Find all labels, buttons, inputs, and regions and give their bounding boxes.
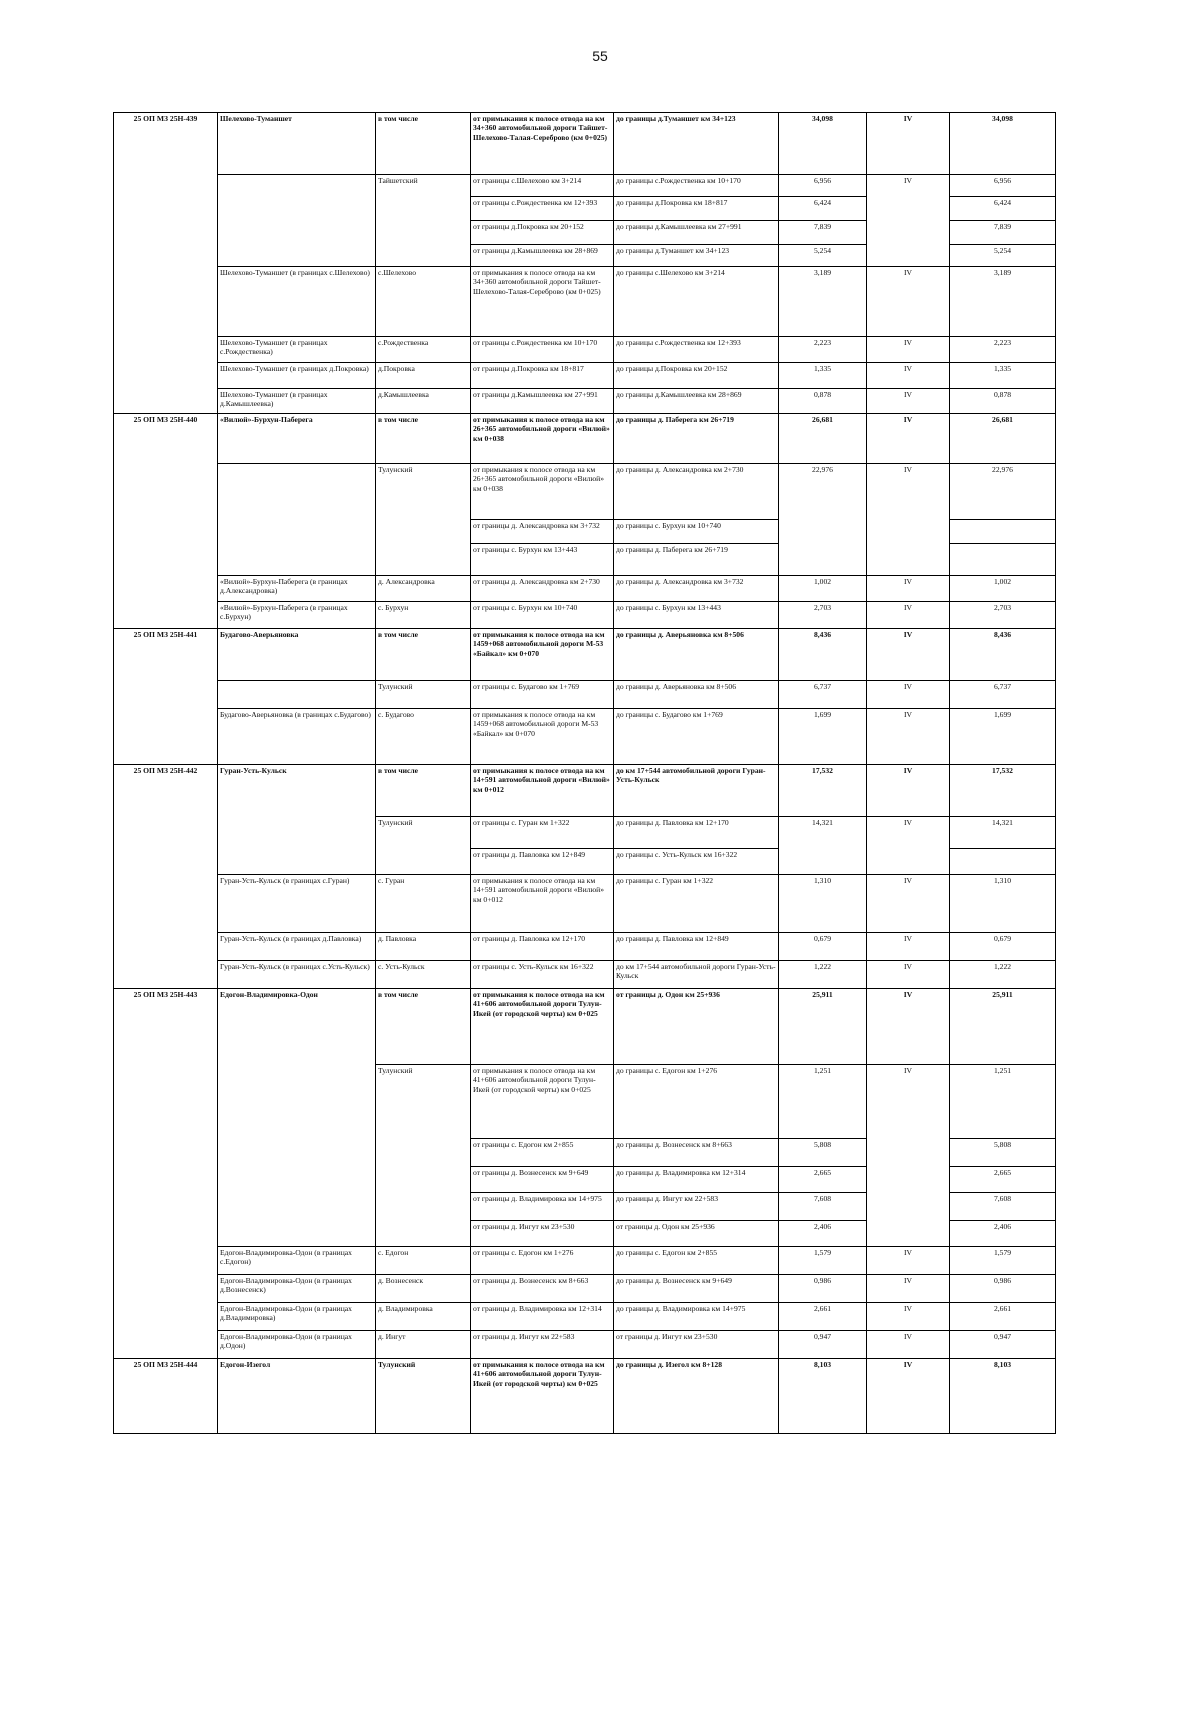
cell-len2: 0,947 — [950, 1331, 1056, 1359]
cell-len1: 6,737 — [779, 681, 867, 709]
cell-from: от примыкания к полосе отвода на км 34+360 автомобильной дороги Тайшет-Шелехово-Талая-Сереброво (км 0+025) — [471, 113, 614, 175]
table-row — [114, 629, 1056, 681]
cell-name: Шелехово-Туманшет — [218, 113, 376, 175]
cell-len1: 0,878 — [779, 389, 867, 414]
cell-code: 25 ОП МЗ 25Н-444 — [114, 1359, 218, 1434]
table-row — [114, 709, 1056, 765]
cell-type: в том числе — [376, 414, 471, 464]
cell-type: Тайшетский — [376, 175, 471, 267]
cell-name: Гуран-Усть-Кульск (в границах с.Усть-Кульск) — [218, 961, 376, 989]
cell-len1: 2,223 — [779, 337, 867, 363]
table-row — [114, 414, 1056, 464]
cell-name: Едогон-Владимировка-Одон (в границах д.Вознесенск) — [218, 1275, 376, 1303]
table-row — [114, 1359, 1056, 1434]
cell-from: от границы с. Едогон км 1+276 — [471, 1247, 614, 1275]
cell-len1: 0,986 — [779, 1275, 867, 1303]
table-row — [114, 875, 1056, 933]
cell-type: д. Ингут — [376, 1331, 471, 1359]
cell-cat: IV — [867, 817, 950, 875]
cell-type: д. Александровка — [376, 576, 471, 602]
cell-to: до границы с.Шелехово км 3+214 — [614, 267, 779, 337]
cell-from: от границы д. Владимировка км 14+975 — [471, 1193, 614, 1221]
cell-cat: IV — [867, 681, 950, 709]
cell-len1: 1,335 — [779, 363, 867, 389]
cell-from: от примыкания к полосе отвода на км 26+365 автомобильной дороги «Вилюй» км 0+038 — [471, 414, 614, 464]
cell-cat: IV — [867, 267, 950, 337]
cell-to: до границы д.Туманшет км 34+123 — [614, 113, 779, 175]
cell-to: до границы д. Александровка км 2+730 — [614, 464, 779, 520]
cell-cat: IV — [867, 709, 950, 765]
cell-to: до границы д. Паберега км 26+719 — [614, 414, 779, 464]
cell-from: от границы с. Гуран км 1+322 — [471, 817, 614, 849]
cell-len1: 8,436 — [779, 629, 867, 681]
cell-len2: 25,911 — [950, 989, 1056, 1065]
cell-to: от границы д. Одон км 25+936 — [614, 1221, 779, 1247]
cell-to: до км 17+544 автомобильной дороги Гуран-Усть-Кульск — [614, 765, 779, 817]
cell-name — [218, 464, 376, 576]
cell-name — [218, 681, 376, 709]
cell-to: до границы д. Владимировка км 14+975 — [614, 1303, 779, 1331]
table-row — [114, 175, 1056, 197]
cell-len2: 5,808 — [950, 1139, 1056, 1167]
cell-code: 25 ОП МЗ 25Н-439 — [114, 113, 218, 414]
cell-to: до границы д.Туманшет км 34+123 — [614, 245, 779, 267]
cell-type: в том числе — [376, 113, 471, 175]
cell-name: Гуран-Усть-Кульск (в границах д.Павловка) — [218, 933, 376, 961]
cell-len1: 8,103 — [779, 1359, 867, 1434]
cell-name: Гуран-Усть-Кульск — [218, 765, 376, 875]
cell-len1: 6,956 — [779, 175, 867, 197]
cell-from: от границы с.Рождественка км 12+393 — [471, 197, 614, 221]
table-row — [114, 464, 1056, 520]
cell-type: с.Шелехово — [376, 267, 471, 337]
cell-cat: IV — [867, 1065, 950, 1247]
cell-from: от границы д. Павловка км 12+170 — [471, 933, 614, 961]
cell-len2: 8,436 — [950, 629, 1056, 681]
cell-name: Едогон-Владимировка-Одон (в границах д.Владимировка) — [218, 1303, 376, 1331]
cell-to: до границы д. Вознесенск км 9+649 — [614, 1275, 779, 1303]
cell-to: до км 17+544 автомобильной дороги Гуран-Усть-Кульск — [614, 961, 779, 989]
cell-len1: 26,681 — [779, 414, 867, 464]
cell-from: от границы д.Камышлеевка км 27+991 — [471, 389, 614, 414]
cell-cat: IV — [867, 933, 950, 961]
cell-name: «Вилюй»-Бурхун-Паберега (в границах д.Александровка) — [218, 576, 376, 602]
cell-to: до границы д. Владимировка км 12+314 — [614, 1167, 779, 1193]
cell-len1: 22,976 — [779, 464, 867, 576]
cell-from: от границы д. Вознесенск км 8+663 — [471, 1275, 614, 1303]
table-row — [114, 576, 1056, 602]
cell-len2: 1,699 — [950, 709, 1056, 765]
cell-len1: 1,222 — [779, 961, 867, 989]
table-row — [114, 337, 1056, 363]
cell-len2: 6,424 — [950, 197, 1056, 221]
cell-to: до границы д. Изегол км 8+128 — [614, 1359, 779, 1434]
cell-from: от примыкания к полосе отвода на км 41+606 автомобильной дороги Тулун-Икей (от городской черты) км 0+025 — [471, 989, 614, 1065]
cell-cat: IV — [867, 961, 950, 989]
cell-from: от примыкания к полосе отвода на км 41+606 автомобильной дороги Тулун-Икей (от городской черты) км 0+025 — [471, 1359, 614, 1434]
cell-type: с. Едогон — [376, 1247, 471, 1275]
cell-type: д.Камышлеевка — [376, 389, 471, 414]
table-row — [114, 267, 1056, 337]
cell-from: от границы д.Покровка км 18+817 — [471, 363, 614, 389]
cell-len2: 0,986 — [950, 1275, 1056, 1303]
cell-to: до границы д. Павловка км 12+170 — [614, 817, 779, 849]
cell-len1: 1,699 — [779, 709, 867, 765]
table-row — [114, 989, 1056, 1065]
cell-cat: IV — [867, 989, 950, 1065]
cell-len1: 5,254 — [779, 245, 867, 267]
cell-len1: 6,424 — [779, 197, 867, 221]
cell-to: до границы д.Покровка км 18+817 — [614, 197, 779, 221]
cell-len2: 2,406 — [950, 1221, 1056, 1247]
cell-to: до границы с. Едогон км 1+276 — [614, 1065, 779, 1139]
cell-from: от примыкания к полосе отвода на км 1459+068 автомобильной дороги М-53 «Байкал» км 0+070 — [471, 709, 614, 765]
cell-len1: 5,808 — [779, 1139, 867, 1167]
cell-name: Будагово-Аверьяновка — [218, 629, 376, 681]
cell-from: от примыкания к полосе отвода на км 1459+068 автомобильной дороги М-53 «Байкал» км 0+070 — [471, 629, 614, 681]
cell-name — [218, 175, 376, 267]
cell-type: с.Рождественка — [376, 337, 471, 363]
cell-len2: 14,321 — [950, 817, 1056, 849]
cell-len2: 1,579 — [950, 1247, 1056, 1275]
cell-len1: 0,947 — [779, 1331, 867, 1359]
cell-len1: 7,608 — [779, 1193, 867, 1221]
cell-to: до границы д. Вознесенск км 8+663 — [614, 1139, 779, 1167]
cell-to: до границы с. Бурхун км 10+740 — [614, 520, 779, 544]
table-row — [114, 961, 1056, 989]
cell-to: до границы с.Рождественка км 10+170 — [614, 175, 779, 197]
cell-from: от границы с.Рождественка км 10+170 — [471, 337, 614, 363]
cell-type: Тулунский — [376, 1359, 471, 1434]
cell-to: до границы с. Будагово км 1+769 — [614, 709, 779, 765]
cell-cat: IV — [867, 464, 950, 576]
cell-len1: 1,310 — [779, 875, 867, 933]
cell-len2: 2,223 — [950, 337, 1056, 363]
cell-cat: IV — [867, 765, 950, 817]
cell-len2: 1,002 — [950, 576, 1056, 602]
cell-name: Гуран-Усть-Кульск (в границах с.Гуран) — [218, 875, 376, 933]
cell-from: от границы с. Бурхун км 10+740 — [471, 602, 614, 629]
cell-cat: IV — [867, 629, 950, 681]
cell-type: с. Бурхун — [376, 602, 471, 629]
cell-from: от границы с. Будагово км 1+769 — [471, 681, 614, 709]
cell-name: Будагово-Аверьяновка (в границах с.Будагово) — [218, 709, 376, 765]
roads-table — [113, 112, 1056, 1434]
cell-len2: 22,976 — [950, 464, 1056, 520]
cell-len2 — [950, 520, 1056, 544]
table-row — [114, 765, 1056, 817]
cell-from: от границы д.Камышлеевка км 28+869 — [471, 245, 614, 267]
cell-len1: 7,839 — [779, 221, 867, 245]
table-row — [114, 113, 1056, 175]
cell-len2 — [950, 849, 1056, 875]
table-row — [114, 363, 1056, 389]
cell-to: от границы д. Одон км 25+936 — [614, 989, 779, 1065]
cell-name: Едогон-Владимировка-Одон — [218, 989, 376, 1247]
cell-from: от границы д. Ингут км 22+583 — [471, 1331, 614, 1359]
cell-to: до границы д. Паберега км 26+719 — [614, 544, 779, 576]
cell-from: от границы д. Ингут км 23+530 — [471, 1221, 614, 1247]
cell-len2: 8,103 — [950, 1359, 1056, 1434]
cell-len2: 1,222 — [950, 961, 1056, 989]
cell-len2: 7,839 — [950, 221, 1056, 245]
cell-len1: 25,911 — [779, 989, 867, 1065]
cell-from: от границы д. Вознесенск км 9+649 — [471, 1167, 614, 1193]
cell-len2: 26,681 — [950, 414, 1056, 464]
cell-from: от границы д. Павловка км 12+849 — [471, 849, 614, 875]
table-row — [114, 1247, 1056, 1275]
cell-cat: IV — [867, 175, 950, 267]
cell-from: от границы с. Едогон км 2+855 — [471, 1139, 614, 1167]
cell-len1: 2,661 — [779, 1303, 867, 1331]
cell-name: Едогон-Изегол — [218, 1359, 376, 1434]
cell-to: до границы с. Усть-Кульск км 16+322 — [614, 849, 779, 875]
cell-from: от примыкания к полосе отвода на км 41+606 автомобильной дороги Тулун-Икей (от городской черты) км 0+025 — [471, 1065, 614, 1139]
cell-cat: IV — [867, 113, 950, 175]
cell-cat: IV — [867, 414, 950, 464]
cell-len2: 1,335 — [950, 363, 1056, 389]
table-row — [114, 681, 1056, 709]
cell-type: Тулунский — [376, 464, 471, 576]
cell-len1: 2,703 — [779, 602, 867, 629]
cell-name: Шелехово-Туманшет (в границах с.Шелехово) — [218, 267, 376, 337]
cell-cat: IV — [867, 1303, 950, 1331]
cell-len1: 1,579 — [779, 1247, 867, 1275]
cell-to: от границы д. Ингут км 23+530 — [614, 1331, 779, 1359]
cell-name: «Вилюй»-Бурхун-Паберега — [218, 414, 376, 464]
cell-len2: 2,661 — [950, 1303, 1056, 1331]
cell-len1: 34,098 — [779, 113, 867, 175]
cell-type: д. Владимировка — [376, 1303, 471, 1331]
table-row — [114, 1331, 1056, 1359]
cell-type: в том числе — [376, 989, 471, 1065]
cell-len1: 14,321 — [779, 817, 867, 875]
cell-len2: 6,737 — [950, 681, 1056, 709]
cell-from: от примыкания к полосе отвода на км 34+360 автомобильной дороги Тайшет-Шелехово-Талая-Сереброво (км 0+025) — [471, 267, 614, 337]
roads-table-body — [114, 113, 1056, 1434]
cell-type: в том числе — [376, 629, 471, 681]
table-row — [114, 933, 1056, 961]
cell-from: от границы д. Александровка км 3+732 — [471, 520, 614, 544]
cell-len2: 2,703 — [950, 602, 1056, 629]
table-row — [114, 389, 1056, 414]
cell-type: с. Усть-Кульск — [376, 961, 471, 989]
cell-cat: IV — [867, 363, 950, 389]
cell-len2: 1,310 — [950, 875, 1056, 933]
cell-to: до границы с. Бурхун км 13+443 — [614, 602, 779, 629]
cell-code: 25 ОП МЗ 25Н-443 — [114, 989, 218, 1359]
cell-type: д. Павловка — [376, 933, 471, 961]
cell-type: с. Гуран — [376, 875, 471, 933]
cell-from: от границы с. Усть-Кульск км 16+322 — [471, 961, 614, 989]
cell-name: Едогон-Владимировка-Одон (в границах с.Едогон) — [218, 1247, 376, 1275]
cell-name: Едогон-Владимировка-Одон (в границах д.Одон) — [218, 1331, 376, 1359]
cell-from: от примыкания к полосе отвода на км 14+591 автомобильной дороги «Вилюй» км 0+012 — [471, 875, 614, 933]
cell-to: до границы д. Аверьяновка км 8+506 — [614, 629, 779, 681]
cell-cat: IV — [867, 1359, 950, 1434]
cell-len2: 3,189 — [950, 267, 1056, 337]
cell-len1: 17,532 — [779, 765, 867, 817]
cell-to: до границы д. Павловка км 12+849 — [614, 933, 779, 961]
cell-to: до границы д.Камышлеевка км 27+991 — [614, 221, 779, 245]
cell-len2: 0,679 — [950, 933, 1056, 961]
cell-len2: 5,254 — [950, 245, 1056, 267]
page-number: 55 — [592, 48, 608, 64]
table-row — [114, 1275, 1056, 1303]
cell-len1: 1,251 — [779, 1065, 867, 1139]
cell-len1: 2,665 — [779, 1167, 867, 1193]
cell-len2: 7,608 — [950, 1193, 1056, 1221]
cell-to: до границы д.Камышлеевка км 28+869 — [614, 389, 779, 414]
cell-from: от границы д. Александровка км 2+730 — [471, 576, 614, 602]
cell-name: Шелехово-Туманшет (в границах д.Покровка) — [218, 363, 376, 389]
cell-to: до границы д.Покровка км 20+152 — [614, 363, 779, 389]
cell-to: до границы д. Аверьяновка км 8+506 — [614, 681, 779, 709]
cell-type: с. Будагово — [376, 709, 471, 765]
cell-type: Тулунский — [376, 817, 471, 875]
cell-to: до границы с. Едогон км 2+855 — [614, 1247, 779, 1275]
cell-to: до границы с.Рождественка км 12+393 — [614, 337, 779, 363]
cell-name: «Вилюй»-Бурхун-Паберега (в границах с.Бурхун) — [218, 602, 376, 629]
cell-type: в том числе — [376, 765, 471, 817]
cell-code: 25 ОП МЗ 25Н-440 — [114, 414, 218, 629]
cell-from: от примыкания к полосе отвода на км 14+591 автомобильной дороги «Вилюй» км 0+012 — [471, 765, 614, 817]
cell-from: от границы с.Шелехово км 3+214 — [471, 175, 614, 197]
cell-len2 — [950, 544, 1056, 576]
cell-from: от примыкания к полосе отвода на км 26+365 автомобильной дороги «Вилюй» км 0+038 — [471, 464, 614, 520]
cell-from: от границы д. Владимировка км 12+314 — [471, 1303, 614, 1331]
cell-code: 25 ОП МЗ 25Н-442 — [114, 765, 218, 989]
cell-name: Шелехово-Туманшет (в границах с.Рождественка) — [218, 337, 376, 363]
cell-type: Тулунский — [376, 1065, 471, 1247]
cell-len2: 17,532 — [950, 765, 1056, 817]
cell-from: от границы с. Бурхун км 13+443 — [471, 544, 614, 576]
table-row — [114, 1303, 1056, 1331]
cell-cat: IV — [867, 602, 950, 629]
cell-cat: IV — [867, 1247, 950, 1275]
cell-len2: 1,251 — [950, 1065, 1056, 1139]
cell-to: до границы с. Гуран км 1+322 — [614, 875, 779, 933]
cell-cat: IV — [867, 1331, 950, 1359]
cell-len1: 2,406 — [779, 1221, 867, 1247]
cell-len2: 6,956 — [950, 175, 1056, 197]
cell-type: д. Вознесенск — [376, 1275, 471, 1303]
cell-name: Шелехово-Туманшет (в границах д.Камышлеевка) — [218, 389, 376, 414]
cell-len2: 0,878 — [950, 389, 1056, 414]
cell-len2: 2,665 — [950, 1167, 1056, 1193]
cell-len2: 34,098 — [950, 113, 1056, 175]
cell-to: до границы д. Александровка км 3+732 — [614, 576, 779, 602]
cell-cat: IV — [867, 875, 950, 933]
cell-len1: 0,679 — [779, 933, 867, 961]
cell-len1: 3,189 — [779, 267, 867, 337]
cell-to: до границы д. Ингут км 22+583 — [614, 1193, 779, 1221]
cell-type: д.Покровка — [376, 363, 471, 389]
table-row — [114, 602, 1056, 629]
cell-cat: IV — [867, 1275, 950, 1303]
cell-cat: IV — [867, 337, 950, 363]
cell-cat: IV — [867, 389, 950, 414]
cell-cat: IV — [867, 576, 950, 602]
cell-type: Тулунский — [376, 681, 471, 709]
cell-len1: 1,002 — [779, 576, 867, 602]
cell-from: от границы д.Покровка км 20+152 — [471, 221, 614, 245]
cell-code: 25 ОП МЗ 25Н-441 — [114, 629, 218, 765]
